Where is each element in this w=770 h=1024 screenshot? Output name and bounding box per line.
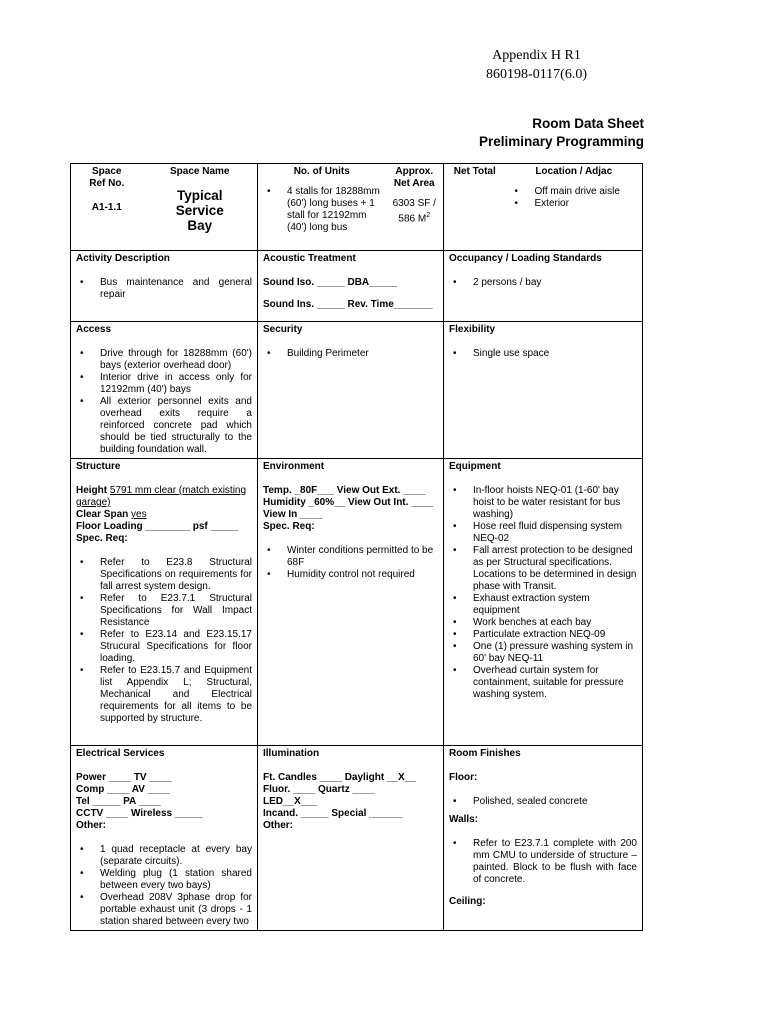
equipment-cell [444,459,643,746]
area-unit-exponent: 2 [426,212,431,219]
flexibility-item: • Single use space [473,348,637,360]
finishes-cell [444,746,643,931]
floor-item: • Polished, sealed concrete [473,796,637,808]
activity-row [71,251,643,322]
walls-item: • Refer to E23.7.1 complete with 200 mm CMU to underside of structure – painted. Block to be flush with face of concrete. [473,838,637,886]
net-total-label: Net Total [453,166,496,177]
walls-list [449,838,637,886]
units-cell [258,164,386,251]
sheet-subtitle: Preliminary Programming [478,134,644,149]
electrical-item: • 1 quad receptacle at every bay (separate circuits). [100,844,252,868]
environment-item: • Humidity control not required [287,569,438,581]
acoustic-cell [258,251,444,322]
space-ref-value: A1-1.1 [91,202,122,213]
document-titles [479,115,644,151]
access-item: • All exterior personnel exits and overhead exits require a reinforced concrete pad which should be tied structurally to the building foundation wall. [100,396,252,456]
clear-span-label: Clear Span [76,509,129,520]
area-label: Approx. Net Area [393,166,435,189]
structure-item: • Refer to E23.14 and E23.15.17 Strucural Specifications for floor loading. [100,629,252,665]
environment-label: Environment [263,461,325,472]
document-number: 860198-0117(6.0) [486,67,587,82]
structure-item: • Refer to E23.8 Structural Specifications on requirements for fall arrest system design. [100,557,252,593]
floor-loading: Floor Loading ________ psf _____ [76,521,239,532]
units-list [263,186,381,234]
location-item: • Off main drive aisle [535,186,638,198]
area-cell [386,164,444,251]
location-list [511,186,638,210]
space-name-label: Space Name [170,166,230,177]
space-info-row [71,164,643,251]
walls-label: Walls: [449,814,479,825]
environment-cell [258,459,444,746]
sound-iso: Sound Iso. _____ DBA_____ [263,277,397,288]
elec-tel: Tel _____ PA ____ [76,796,161,807]
equipment-list [449,485,637,701]
activity-label: Activity Description [76,253,170,264]
location-item: • Exterior [535,198,638,210]
elec-comp: Comp ____ AV ____ [76,784,170,795]
finishes-label: Room Finishes [449,748,521,759]
occupancy-cell [444,251,643,322]
electrical-list [76,844,252,928]
structure-item: • Refer to E23.7.1 Structural Specifications for Wall Impact Resistance [100,593,252,629]
area-value-wrap [391,198,439,225]
room-data-table [70,163,643,931]
security-cell [258,322,444,459]
height-value: 5791 mm clear (match existing garage) [76,485,247,508]
activity-list [76,277,252,301]
document-header [486,46,587,84]
units-label: No. of Units [293,166,350,177]
area-value: 6303 SF / 586 M [392,198,436,225]
equipment-item: • Overhead curtain system for containment, suitable for pressure washing system. [473,665,637,701]
env-humidity: Humidity _60%__ View Out Int. ____ [263,497,434,508]
sheet-title: Room Data Sheet [532,116,644,131]
elec-cctv: CCTV ____ Wireless _____ [76,808,203,819]
net-total-cell [444,164,506,251]
electrical-label: Electrical Services [76,748,165,759]
location-label: Location / Adjac [535,166,613,177]
acoustic-label: Acoustic Treatment [263,253,356,264]
illum-fluor: Fluor. ____ Quartz ____ [263,784,375,795]
floor-list [449,796,637,808]
access-item: • Drive through for 18288mm (60') bays (exterior overhead door) [100,348,252,372]
equipment-item: • Work benches at each bay [473,617,637,629]
height-label: Height [76,485,108,496]
elec-other: Other: [76,820,106,831]
env-temp: Temp. _80F___ View Out Ext. ____ [263,485,426,496]
access-row [71,322,643,459]
equipment-item: • In-floor hoists NEQ-01 (1-60' bay hoist to be water resistant for bus washing) [473,485,637,521]
activity-cell [71,251,258,322]
structure-row [71,459,643,746]
illum-candles: Ft. Candles ____ Daylight __X__ [263,772,416,783]
occupancy-item: • 2 persons / bay [473,277,637,289]
space-ref-cell [71,164,143,251]
flexibility-label: Flexibility [449,324,496,335]
illumination-cell [258,746,444,931]
units-item: • 4 stalls for 18288mm (60') long buses + 1 stall for 12192mm (40') long bus [287,186,381,234]
appendix-label: Appendix H R1 [492,48,581,63]
security-label: Security [263,324,303,335]
access-label: Access [76,324,112,335]
location-cell [506,164,643,251]
security-list [263,348,438,360]
environment-list [263,545,438,581]
environment-item: • Winter conditions permitted to be 68F [287,545,438,569]
access-item: • Interior drive in access only for 12192mm (40') bays [100,372,252,396]
occupancy-list [449,277,637,289]
electrical-item: • Overhead 208V 3phase drop for portable exhaust unit (3 drops - 1 station shared between every two [100,892,252,928]
illum-other: Other: [263,820,293,831]
elec-power: Power ____ TV ____ [76,772,172,783]
clear-span-value: yes [131,509,147,520]
flexibility-cell [444,322,643,459]
floor-label: Floor: [449,772,478,783]
space-name-value: Typical Service Bay [175,188,224,233]
illum-incand: Incand. _____ Special ______ [263,808,403,819]
clear-span-line [76,509,252,521]
structure-list [76,557,252,725]
access-cell [71,322,258,459]
illumination-label: Illumination [263,748,320,759]
flexibility-list [449,348,637,360]
equipment-item: • Hose reel fluid dispensing system NEQ-02 [473,521,637,545]
space-name-cell [143,164,258,251]
ceiling-label: Ceiling: [449,896,486,907]
env-spec-req: Spec. Req: [263,521,315,532]
security-item: • Building Perimeter [287,348,438,360]
equipment-label: Equipment [449,461,501,472]
sound-ins: Sound Ins. _____ Rev. Time_______ [263,299,433,310]
structure-cell [71,459,258,746]
structure-item: • Refer to E23.15.7 and Equipment list Appendix L; Structural, Mechanical and Electrical requirements for all items to be supported by structure. [100,665,252,725]
electrical-cell [71,746,258,931]
structure-spec-req: Spec. Req: [76,533,128,544]
illum-led: LED__X___ [263,796,318,807]
equipment-item: • Fall arrest protection to be designed as per Structural specifications. Locations to be determined in design phase with Transit. [473,545,637,593]
activity-item: • Bus maintenance and general repair [100,277,252,301]
electrical-item: • Welding plug (1 station shared between every two bays) [100,868,252,892]
structure-label: Structure [76,461,121,472]
equipment-item: • One (1) pressure washing system in 60' bay NEQ-11 [473,641,637,665]
equipment-item: • Particulate extraction NEQ-09 [473,629,637,641]
height-line [76,485,252,509]
equipment-item: • Exhaust extraction system equipment [473,593,637,617]
services-row [71,746,643,931]
env-view-in: View In ____ [263,509,323,520]
space-ref-label: Space Ref No. [89,166,125,189]
access-list [76,348,252,456]
occupancy-label: Occupancy / Loading Standards [449,253,602,264]
